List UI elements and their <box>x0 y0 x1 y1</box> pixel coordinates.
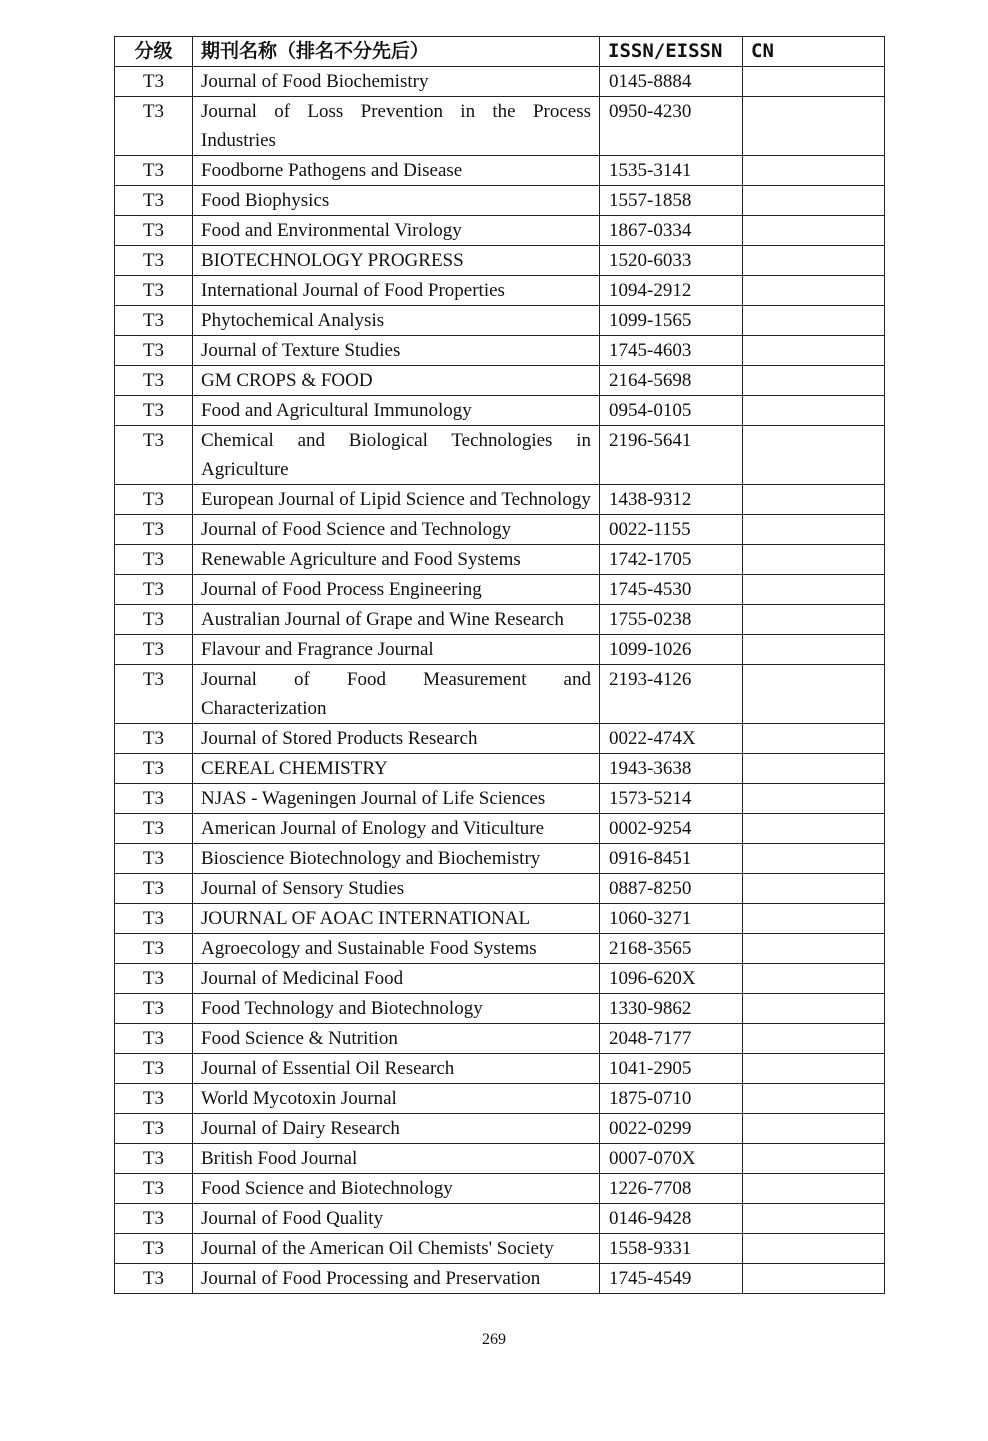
level-cell: T3 <box>115 1264 193 1294</box>
table-row <box>115 1114 885 1144</box>
level-cell: T3 <box>115 874 193 904</box>
issn-cell: 0022-0299 <box>600 1114 743 1144</box>
level-cell: T3 <box>115 1054 193 1084</box>
cn-cell <box>743 1234 885 1264</box>
title-cell: British Food Journal <box>193 1144 600 1174</box>
title-cell: NJAS - Wageningen Journal of Life Sciences <box>193 784 600 814</box>
table-row <box>115 605 885 635</box>
table-row <box>115 246 885 276</box>
cn-cell <box>743 874 885 904</box>
issn-cell: 1943-3638 <box>600 754 743 784</box>
cn-cell <box>743 1144 885 1174</box>
table-row <box>115 635 885 665</box>
title-cell: Journal of Dairy Research <box>193 1114 600 1144</box>
table-row <box>115 1054 885 1084</box>
issn-cell: 1755-0238 <box>600 605 743 635</box>
table-row <box>115 934 885 964</box>
level-cell: T3 <box>115 784 193 814</box>
level-cell: T3 <box>115 1204 193 1234</box>
issn-cell: 2196-5641 <box>600 426 743 485</box>
cn-cell <box>743 515 885 545</box>
issn-cell: 1099-1026 <box>600 635 743 665</box>
level-cell: T3 <box>115 575 193 605</box>
title-cell: Journal of Food Measurement and Characterization <box>193 665 600 724</box>
cn-cell <box>743 1204 885 1234</box>
level-cell: T3 <box>115 67 193 97</box>
table-row <box>115 814 885 844</box>
issn-cell: 0145-8884 <box>600 67 743 97</box>
level-cell: T3 <box>115 724 193 754</box>
level-cell: T3 <box>115 665 193 724</box>
table-row <box>115 784 885 814</box>
title-cell: Journal of Stored Products Research <box>193 724 600 754</box>
level-cell: T3 <box>115 1144 193 1174</box>
title-cell: Foodborne Pathogens and Disease <box>193 156 600 186</box>
level-cell: T3 <box>115 964 193 994</box>
page-number: 269 <box>482 1331 506 1348</box>
issn-cell: 1438-9312 <box>600 485 743 515</box>
level-cell: T3 <box>115 904 193 934</box>
level-cell: T3 <box>115 1084 193 1114</box>
issn-cell: 1745-4603 <box>600 336 743 366</box>
level-cell: T3 <box>115 306 193 336</box>
cn-cell <box>743 1264 885 1294</box>
table-header-row <box>115 37 885 67</box>
cn-cell <box>743 605 885 635</box>
table-row <box>115 874 885 904</box>
table-row <box>115 67 885 97</box>
cn-cell <box>743 67 885 97</box>
issn-cell: 1558-9331 <box>600 1234 743 1264</box>
title-cell: Food Science and Biotechnology <box>193 1174 600 1204</box>
table-row <box>115 1264 885 1294</box>
level-cell: T3 <box>115 1024 193 1054</box>
title-cell: Phytochemical Analysis <box>193 306 600 336</box>
table-row <box>115 1084 885 1114</box>
level-cell: T3 <box>115 426 193 485</box>
header-cn: CN <box>743 37 885 67</box>
level-cell: T3 <box>115 396 193 426</box>
level-cell: T3 <box>115 156 193 186</box>
table-row <box>115 904 885 934</box>
title-cell: Journal of Essential Oil Research <box>193 1054 600 1084</box>
issn-cell: 1573-5214 <box>600 784 743 814</box>
title-cell: Food and Environmental Virology <box>193 216 600 246</box>
cn-cell <box>743 1084 885 1114</box>
cn-cell <box>743 336 885 366</box>
cn-cell <box>743 665 885 724</box>
title-cell: Journal of Sensory Studies <box>193 874 600 904</box>
level-cell: T3 <box>115 515 193 545</box>
level-cell: T3 <box>115 605 193 635</box>
table-row <box>115 156 885 186</box>
cn-cell <box>743 1114 885 1144</box>
title-cell: Journal of Loss Prevention in the Process Industries <box>193 97 600 156</box>
level-cell: T3 <box>115 635 193 665</box>
issn-cell: 1520-6033 <box>600 246 743 276</box>
table-row <box>115 336 885 366</box>
title-cell: Australian Journal of Grape and Wine Research <box>193 605 600 635</box>
issn-cell: 2164-5698 <box>600 366 743 396</box>
table-row <box>115 306 885 336</box>
cn-cell <box>743 156 885 186</box>
level-cell: T3 <box>115 934 193 964</box>
level-cell: T3 <box>115 994 193 1024</box>
table-row <box>115 724 885 754</box>
issn-cell: 0916-8451 <box>600 844 743 874</box>
table-row <box>115 97 885 156</box>
issn-cell: 1099-1565 <box>600 306 743 336</box>
issn-cell: 2168-3565 <box>600 934 743 964</box>
table-row <box>115 396 885 426</box>
title-cell: American Journal of Enology and Viticulture <box>193 814 600 844</box>
table-row <box>115 1144 885 1174</box>
title-cell: World Mycotoxin Journal <box>193 1084 600 1114</box>
cn-cell <box>743 246 885 276</box>
issn-cell: 1745-4530 <box>600 575 743 605</box>
table-row <box>115 754 885 784</box>
title-cell: GM CROPS & FOOD <box>193 366 600 396</box>
title-cell: CEREAL CHEMISTRY <box>193 754 600 784</box>
issn-cell: 1041-2905 <box>600 1054 743 1084</box>
cn-cell <box>743 276 885 306</box>
issn-cell: 1330-9862 <box>600 994 743 1024</box>
issn-cell: 0007-070X <box>600 1144 743 1174</box>
issn-cell: 0022-474X <box>600 724 743 754</box>
cn-cell <box>743 814 885 844</box>
issn-cell: 1226-7708 <box>600 1174 743 1204</box>
cn-cell <box>743 306 885 336</box>
table-row <box>115 276 885 306</box>
table-row <box>115 1024 885 1054</box>
title-cell: Journal of Texture Studies <box>193 336 600 366</box>
table-row <box>115 844 885 874</box>
issn-cell: 0954-0105 <box>600 396 743 426</box>
table-row <box>115 216 885 246</box>
level-cell: T3 <box>115 1234 193 1264</box>
cn-cell <box>743 186 885 216</box>
level-cell: T3 <box>115 1174 193 1204</box>
title-cell: Food Biophysics <box>193 186 600 216</box>
cn-cell <box>743 724 885 754</box>
table-row <box>115 994 885 1024</box>
journal-table <box>114 36 885 1294</box>
cn-cell <box>743 754 885 784</box>
table-row <box>115 575 885 605</box>
title-cell: Journal of Food Biochemistry <box>193 67 600 97</box>
title-cell: Journal of the American Oil Chemists' Society <box>193 1234 600 1264</box>
level-cell: T3 <box>115 366 193 396</box>
title-cell: Chemical and Biological Technologies in Agriculture <box>193 426 600 485</box>
cn-cell <box>743 635 885 665</box>
level-cell: T3 <box>115 545 193 575</box>
table-row <box>115 1234 885 1264</box>
title-cell: European Journal of Lipid Science and Technology <box>193 485 600 515</box>
table-row <box>115 665 885 724</box>
title-cell: Agroecology and Sustainable Food Systems <box>193 934 600 964</box>
table-row <box>115 186 885 216</box>
title-cell: Journal of Food Process Engineering <box>193 575 600 605</box>
header-level: 分级 <box>115 37 193 67</box>
cn-cell <box>743 545 885 575</box>
issn-cell: 1060-3271 <box>600 904 743 934</box>
cn-cell <box>743 964 885 994</box>
level-cell: T3 <box>115 97 193 156</box>
title-cell: Flavour and Fragrance Journal <box>193 635 600 665</box>
title-cell: Journal of Food Processing and Preservation <box>193 1264 600 1294</box>
cn-cell <box>743 426 885 485</box>
table-row <box>115 485 885 515</box>
cn-cell <box>743 97 885 156</box>
level-cell: T3 <box>115 246 193 276</box>
issn-cell: 1867-0334 <box>600 216 743 246</box>
issn-cell: 1742-1705 <box>600 545 743 575</box>
table-row <box>115 545 885 575</box>
table-row <box>115 964 885 994</box>
issn-cell: 1745-4549 <box>600 1264 743 1294</box>
header-title: 期刊名称（排名不分先后） <box>193 37 600 67</box>
level-cell: T3 <box>115 485 193 515</box>
title-cell: BIOTECHNOLOGY PROGRESS <box>193 246 600 276</box>
title-cell: Bioscience Biotechnology and Biochemistry <box>193 844 600 874</box>
cn-cell <box>743 1174 885 1204</box>
issn-cell: 1875-0710 <box>600 1084 743 1114</box>
issn-cell: 0887-8250 <box>600 874 743 904</box>
table-row <box>115 426 885 485</box>
issn-cell: 0002-9254 <box>600 814 743 844</box>
cn-cell <box>743 396 885 426</box>
cn-cell <box>743 485 885 515</box>
issn-cell: 0950-4230 <box>600 97 743 156</box>
issn-cell: 0146-9428 <box>600 1204 743 1234</box>
level-cell: T3 <box>115 216 193 246</box>
issn-cell: 0022-1155 <box>600 515 743 545</box>
table-row <box>115 1174 885 1204</box>
cn-cell <box>743 844 885 874</box>
cn-cell <box>743 934 885 964</box>
title-cell: Food and Agricultural Immunology <box>193 396 600 426</box>
title-cell: Journal of Food Quality <box>193 1204 600 1234</box>
level-cell: T3 <box>115 754 193 784</box>
table-row <box>115 366 885 396</box>
level-cell: T3 <box>115 276 193 306</box>
cn-cell <box>743 1054 885 1084</box>
cn-cell <box>743 994 885 1024</box>
title-cell: International Journal of Food Properties <box>193 276 600 306</box>
title-cell: Food Science & Nutrition <box>193 1024 600 1054</box>
level-cell: T3 <box>115 186 193 216</box>
issn-cell: 1094-2912 <box>600 276 743 306</box>
table-body <box>115 67 885 1294</box>
cn-cell <box>743 575 885 605</box>
cn-cell <box>743 216 885 246</box>
issn-cell: 1557-1858 <box>600 186 743 216</box>
title-cell: Journal of Food Science and Technology <box>193 515 600 545</box>
table-row <box>115 1204 885 1234</box>
title-cell: Renewable Agriculture and Food Systems <box>193 545 600 575</box>
cn-cell <box>743 784 885 814</box>
level-cell: T3 <box>115 1114 193 1144</box>
issn-cell: 2048-7177 <box>600 1024 743 1054</box>
cn-cell <box>743 904 885 934</box>
issn-cell: 2193-4126 <box>600 665 743 724</box>
cn-cell <box>743 366 885 396</box>
header-issn: ISSN/EISSN <box>600 37 743 67</box>
cn-cell <box>743 1024 885 1054</box>
title-cell: Journal of Medicinal Food <box>193 964 600 994</box>
title-cell: Food Technology and Biotechnology <box>193 994 600 1024</box>
level-cell: T3 <box>115 814 193 844</box>
title-cell: JOURNAL OF AOAC INTERNATIONAL <box>193 904 600 934</box>
level-cell: T3 <box>115 844 193 874</box>
issn-cell: 1535-3141 <box>600 156 743 186</box>
issn-cell: 1096-620X <box>600 964 743 994</box>
table-row <box>115 515 885 545</box>
level-cell: T3 <box>115 336 193 366</box>
